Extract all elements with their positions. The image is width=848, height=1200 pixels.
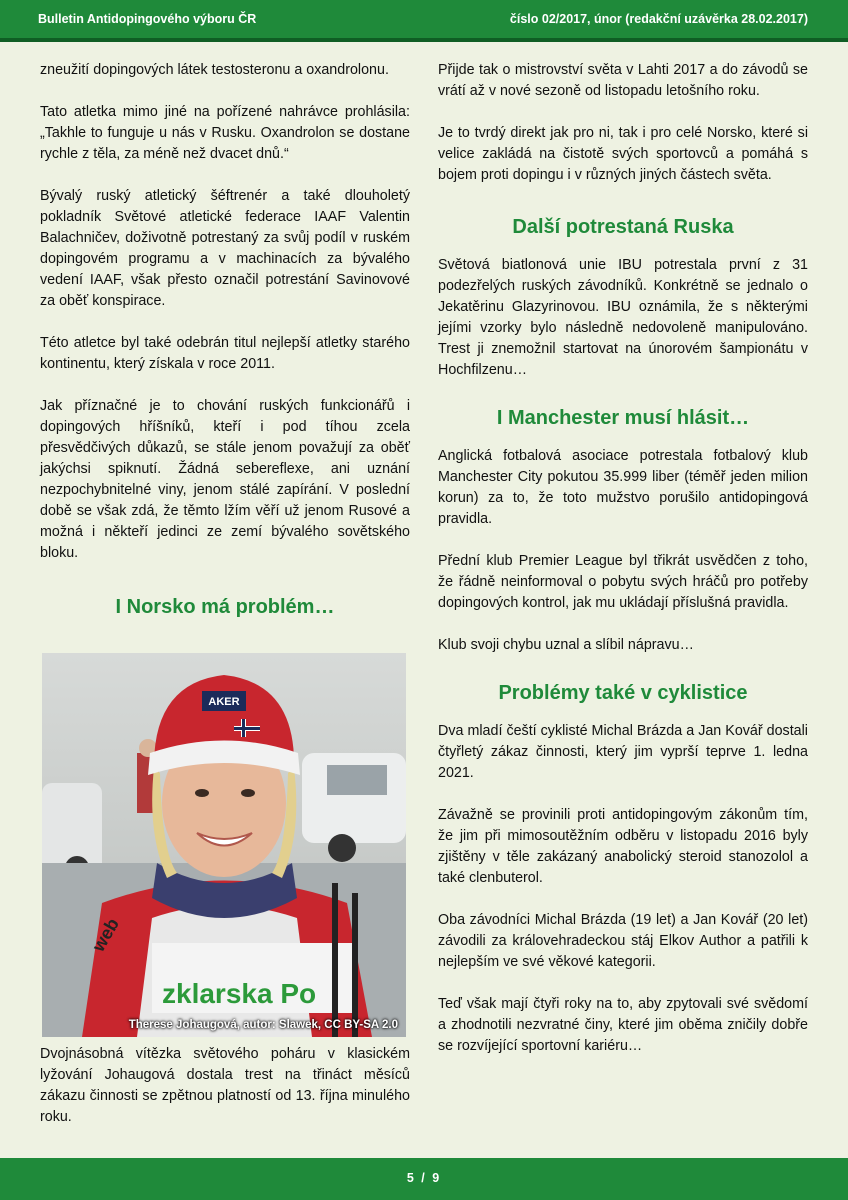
paragraph: Této atletce byl také odebrán titul nejlepší atletky starého kontinentu, který získala v roce 2011. xyxy=(40,335,410,372)
paragraph: Anglická fotbalová asociace potrestala fotbalový klub Manchester City pokutou 35.999 liber (téměř jeden milion korun) za to, že toto mužstvo porušilo antidopingová pravidla. xyxy=(438,448,808,527)
paragraph: Oba závodníci Michal Brázda (19 let) a Jan Kovář (20 let) závodili za královehradeckou stáj Elkov Author a patřili k nejlepším ve své věkové kategorii. xyxy=(438,912,808,970)
paragraph: Bývalý ruský atletický šéftrenér a také dlouholetý pokladník Světové atletické federace IAAF Valentin Balachničev, doživotně potrestaný za svůj podíl v ruském dopingovém programu a v machinacích za bývalého vedení IAAF, však přesto označil potrestání Savinovové za oběť konspirace. xyxy=(40,188,410,309)
cap-logo-text: AKER xyxy=(208,696,240,708)
paragraph: Tato atletka mimo jiné na pořízené nahrávce prohlásila: „Takhle to funguje u nás v Rusku. Oxandrolon se dostane rychle z těla, za méně než dvacet dnů.“ xyxy=(40,104,410,162)
paragraph: Závažně se provinili proti antidopingovým zákonům tím, že jim při mimosoutěžním odběru v listopadu 2016 byly zjištěny v těle zakázaný anabolický steroid stanozolol a také clenbuterol. xyxy=(438,807,808,886)
section-heading-manchester: I Manchester musí hlásit… xyxy=(496,407,750,429)
left-column-bottom xyxy=(40,1044,410,1128)
bulletin-title: Bulletin Antidopingového výboru ČR xyxy=(38,12,257,26)
page-number: 5 / 9 xyxy=(406,1171,442,1185)
paragraph: Přijde tak o mistrovství světa v Lahti 2017 a do závodů se vrátí až v nové sezoně od listopadu letošního roku. xyxy=(438,62,808,99)
paragraph: Přední klub Premier League byl třikrát usvědčen z toho, že řádně neinformoval o pobytu svých hráčů pro potřeby dopingových kontrol, jak mu ukládají příslušná pravidla. xyxy=(438,553,808,611)
bib-text: web xyxy=(88,914,123,955)
banner-text: zklarska Po xyxy=(162,978,317,1009)
section-heading-norsko: I Norsko má problém… xyxy=(115,596,335,618)
left-column xyxy=(40,60,410,619)
skier-portrait-illustration xyxy=(42,653,406,1037)
paragraph: Světová biatlonová unie IBU potrestala první z 31 podezřelých ruských závodníků. Konkrétně se jednalo o Jekatěrinu Glazyrinovou. IBU oznámila, že s některými jejími vzorky bylo následně nedovoleně manipulováno. Trest ji znemožnil startovat na únorovém šampionátu v Hochfilzenu… xyxy=(438,257,808,378)
issue-info: číslo 02/2017, únor (redakční uzávěrka 28.02.2017) xyxy=(509,12,808,26)
paragraph: Teď však mají čtyři roky na to, aby zpytovali své svědomí a zhodnotili nezvratné činy, které jim oběma zničily dobře se rozvíjející sportovní kariéru… xyxy=(438,996,808,1054)
paragraph: Dva mladí čeští cyklisté Michal Brázda a Jan Kovář dostali čtyřletý zákaz činnosti, který jim vyprší teprve 1. ledna 2021. xyxy=(438,723,808,781)
paragraph: Je to tvrdý direkt jak pro ni, tak i pro celé Norsko, které si velice zakládá na čistotě svých sportovců a pomáhá s bojem proti dopingu i v různých jiných částech světa. xyxy=(438,125,808,183)
photo-caption: Therese Johaugová, autor: Slawek, CC BY-SA 2.0 xyxy=(128,1019,398,1031)
section-heading-ruska: Další potrestaná Ruska xyxy=(512,216,734,238)
paragraph: Dvojnásobná vítězka světového poháru v klasickém lyžování Johaugová dostala trest na třináct měsíců zákazu činnosti se zpětnou platností od 13. října minulého roku. xyxy=(40,1046,410,1125)
paragraph: Jak příznačné je to chování ruských funkcionářů i dopingových hříšníků, kteří i pod tíhou zcela přesvědčivých důkazů, se stále jenom považují za oběť jakýchsi spiknutí. Žádná sebereflexe, ani uznání nezpochybnitelné viny, jenom stálé zapírání. V poslední době se však zdá, že těmto lžím věří už jenom Rusové a možná i někteří jedinci ze zemí bývalého sovětského bloku. xyxy=(40,398,410,561)
paragraph: zneužití dopingových látek testosteronu a oxandrolonu. xyxy=(40,62,389,78)
section-heading-cyklistika: Problémy také v cyklistice xyxy=(498,682,748,704)
page-footer xyxy=(0,1158,848,1200)
paragraph: Klub svoji chybu uznal a slíbil nápravu… xyxy=(438,637,694,653)
right-column xyxy=(438,60,808,1057)
article-photo xyxy=(42,653,406,1037)
page-header xyxy=(0,0,848,42)
